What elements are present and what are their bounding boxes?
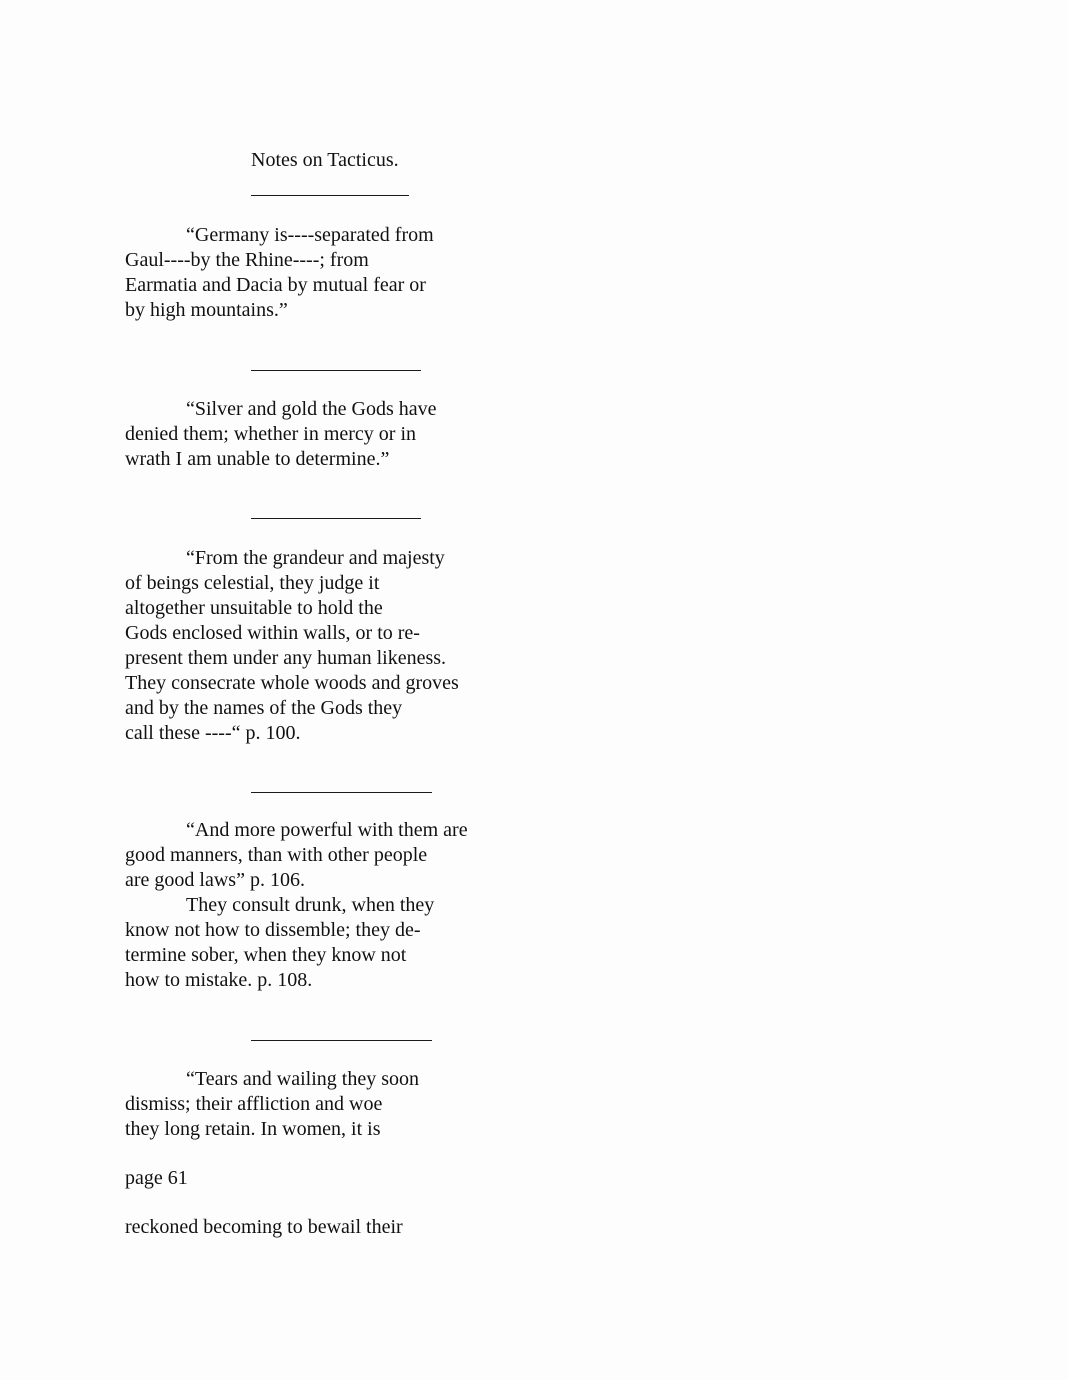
passage-line: They consult drunk, when they <box>186 894 435 916</box>
passage-line: of beings celestial, they judge it <box>125 572 380 594</box>
passage-line: “Tears and wailing they soon <box>186 1068 419 1090</box>
passage-line: Gaul----by the Rhine----; from <box>125 249 369 271</box>
passage-germany-borders <box>125 223 434 323</box>
passage-line: and by the names of the Gods they <box>125 697 403 719</box>
section-divider <box>251 370 421 371</box>
section-divider <box>251 195 409 196</box>
passage-line: “From the grandeur and majesty <box>186 547 445 569</box>
passage-line: are good laws” p. 106. <box>125 869 305 891</box>
section-divider <box>251 518 421 519</box>
passage-line: denied them; whether in mercy or in <box>125 423 417 445</box>
passage-line: They consecrate whole woods and groves <box>125 672 459 694</box>
passage-line: wrath I am unable to determine.” <box>125 448 390 470</box>
passage-gods-groves <box>125 546 459 746</box>
document-title: Notes on Tacticus. <box>251 149 399 171</box>
passage-line: they long retain. In women, it is <box>125 1118 381 1140</box>
passage-line: “And more powerful with them are <box>186 819 468 841</box>
passage-line: altogether unsuitable to hold the <box>125 597 383 619</box>
passage-line: know not how to dissemble; they de- <box>125 919 421 941</box>
continuation-line: reckoned becoming to bewail their <box>125 1216 403 1238</box>
page-number-label: page 61 <box>125 1167 188 1189</box>
passage-tears-wailing <box>125 1067 419 1142</box>
section-divider <box>251 1040 432 1041</box>
passage-line: “Germany is----separated from <box>186 224 434 246</box>
passage-silver-gold <box>125 397 437 472</box>
passage-line: Earmatia and Dacia by mutual fear or <box>125 274 426 296</box>
passage-line: good manners, than with other people <box>125 844 428 866</box>
passage-line: call these ----“ p. 100. <box>125 722 301 744</box>
section-divider <box>251 792 432 793</box>
passage-line: “Silver and gold the Gods have <box>186 398 437 420</box>
passage-line: by high mountains.” <box>125 299 288 321</box>
passage-manners-laws <box>125 818 468 993</box>
passage-line: termine sober, when they know not <box>125 944 407 966</box>
passage-line: dismiss; their affliction and woe <box>125 1093 383 1115</box>
passage-line: Gods enclosed within walls, or to re- <box>125 622 420 644</box>
passage-line: how to mistake. p. 108. <box>125 969 313 991</box>
passage-line: present them under any human likeness. <box>125 647 447 669</box>
